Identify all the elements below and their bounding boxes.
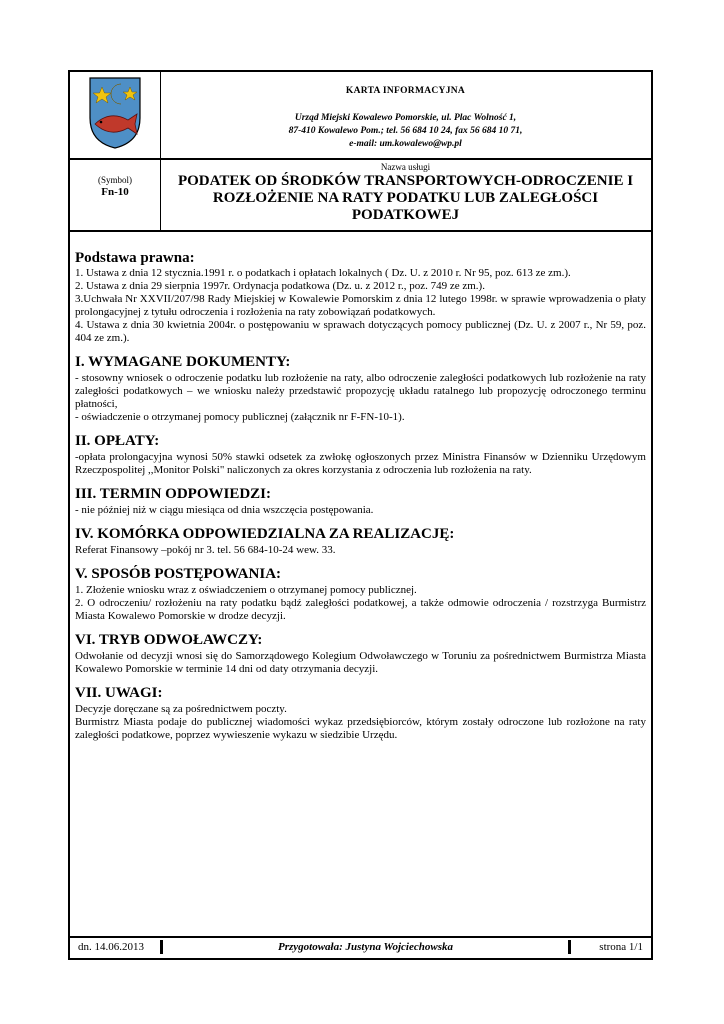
symbol-code: Fn-10 bbox=[101, 186, 129, 198]
section-heading-procedure: V. SPOSÓB POSTĘPOWANIA: bbox=[75, 566, 282, 582]
address-line: 87-410 Kowalewo Pom.; tel. 56 684 10 24, fax 56 684 10 71, bbox=[288, 126, 523, 136]
section-line: - nie później niż w ciągu miesiąca od dnia wszczęcia postępowania. bbox=[75, 504, 374, 516]
footer-divider bbox=[568, 940, 571, 954]
section-heading-documents: I. WYMAGANE DOKUMENTY: bbox=[75, 354, 291, 370]
legal-item: 4. Ustawa z dnia 30 kwietnia 2004r. o postępowaniu w sprawach dotyczących pomocy publicznej (Dz. U. z 2007 r., Nr 59, poz. 404 ze zm.). bbox=[75, 319, 646, 344]
service-title: PODATEK OD ŚRODKÓW TRANSPORTOWYCH-ODROCZENIE I ROZŁOŻENIE NA RATY PODATKU LUB ZALEGŁOŚCI PODATKOWEJ bbox=[177, 173, 634, 223]
section-heading-response-time: III. TERMIN ODPOWIEDZI: bbox=[75, 486, 272, 502]
section-line: Referat Finansowy –pokój nr 3. tel. 56 684-10-24 wew. 33. bbox=[75, 544, 336, 556]
card-title: KARTA INFORMACYJNA bbox=[345, 86, 466, 96]
legal-item: 3.Uchwała Nr XXVII/207/98 Rady Miejskiej w Kowalewie Pomorskim z dnia 12 lutego 1998r. w sprawie wprowadzenia o płaty prolongacyjnej z tytułu odroczenia i rozłożenia na raty zobowiązań podatkowych. bbox=[75, 293, 646, 318]
card-footer bbox=[70, 936, 651, 958]
section-heading-fees: II. OPŁATY: bbox=[75, 433, 160, 449]
section-line: Decyzje doręczane są za pośrednictwem poczty. bbox=[75, 703, 287, 715]
footer-page-number: strona 1/1 bbox=[599, 941, 643, 953]
footer-date: dn. 14.06.2013 bbox=[78, 941, 144, 953]
info-card bbox=[68, 70, 653, 960]
legal-basis-heading: Podstawa prawna: bbox=[75, 250, 195, 266]
section-line: - stosowny wniosek o odroczenie podatku lub rozłożenie na raty, albo odroczenie zaległości podatkowych lub rozłożenie na raty zaległości podatkowych – we wniosku należy przedstawić propozycję układu ratalnego lub propozycję odroczonego terminu płatności, bbox=[75, 372, 646, 410]
legal-item: 1. Ustawa z dnia 12 stycznia.1991 r. o podatkach i opłatach lokalnych ( Dz. U. z 2010 r. Nr 95, poz. 613 ze zm.). bbox=[75, 267, 571, 279]
service-label: Nazwa usługi bbox=[380, 162, 431, 172]
section-line: -opłata prolongacyjna wynosi 50% stawki odsetek za zwłokę ogłoszonych przez Ministra Finansów w Dzienniku Urzędowym Rzeczpospolitej ,,Monitor Polski" naliczonych za okres korzystania z odroczenia lub rozłożenia na raty. bbox=[75, 451, 646, 476]
address-line: Urząd Miejski Kowalewo Pomorskie, ul. Plac Wolność 1, bbox=[294, 113, 517, 123]
section-line: Burmistrz Miasta podaje do publicznej wiadomości wykaz przedsiębiorców, którym zostały odroczone lub rozłożone na raty zaległości podatkowe, poprzez wywieszenie wykazu w siedzibie Urzędu. bbox=[75, 716, 646, 741]
section-line: 1. Złożenie wniosku wraz z oświadczeniem o otrzymanej pomocy publicznej. bbox=[75, 584, 417, 596]
card-content bbox=[75, 250, 646, 742]
email-line: e-mail: um.kowalewo@wp.pl bbox=[349, 139, 462, 149]
section-heading-remarks: VII. UWAGI: bbox=[75, 685, 163, 701]
section-line: 2. O odroczeniu/ rozłożeniu na raty podatku bądź zaległości podatkowej, a także odmowie odroczenia / rozstrzyga Burmistrz Miasta Kowalewo Pomorskie w drodze decyzji. bbox=[75, 597, 646, 622]
section-heading-appeal: VI. TRYB ODWOŁAWCZY: bbox=[75, 632, 263, 648]
section-line: - oświadczenie o otrzymanej pomocy publicznej (załącznik nr F-FN-10-1). bbox=[75, 411, 405, 423]
coat-of-arms-icon bbox=[88, 76, 142, 150]
symbol-label: (Symbol) bbox=[97, 175, 132, 185]
header-divider bbox=[70, 158, 651, 160]
office-address bbox=[164, 112, 647, 151]
legal-item: 2. Ustawa z dnia 29 sierpnia 1997r. Ordynacja podatkowa (Dz. u. z 2012 r., poz. 749 ze zm.). bbox=[75, 280, 485, 292]
title-divider bbox=[70, 230, 651, 232]
section-heading-responsible-unit: IV. KOMÓRKA ODPOWIEDZIALNA ZA REALIZACJĘ: bbox=[75, 526, 455, 542]
section-line: Odwołanie od decyzji wnosi się do Samorządowego Kolegium Odwoławczego w Toruniu za pośrednictwem Burmistrza Miasta Kowalewo Pomorskie w terminie 14 dni od daty otrzymania decyzji. bbox=[75, 650, 646, 675]
header-divider-vertical bbox=[160, 72, 161, 230]
footer-prepared-by: Przygotowała: Justyna Wojciechowska bbox=[278, 941, 453, 953]
